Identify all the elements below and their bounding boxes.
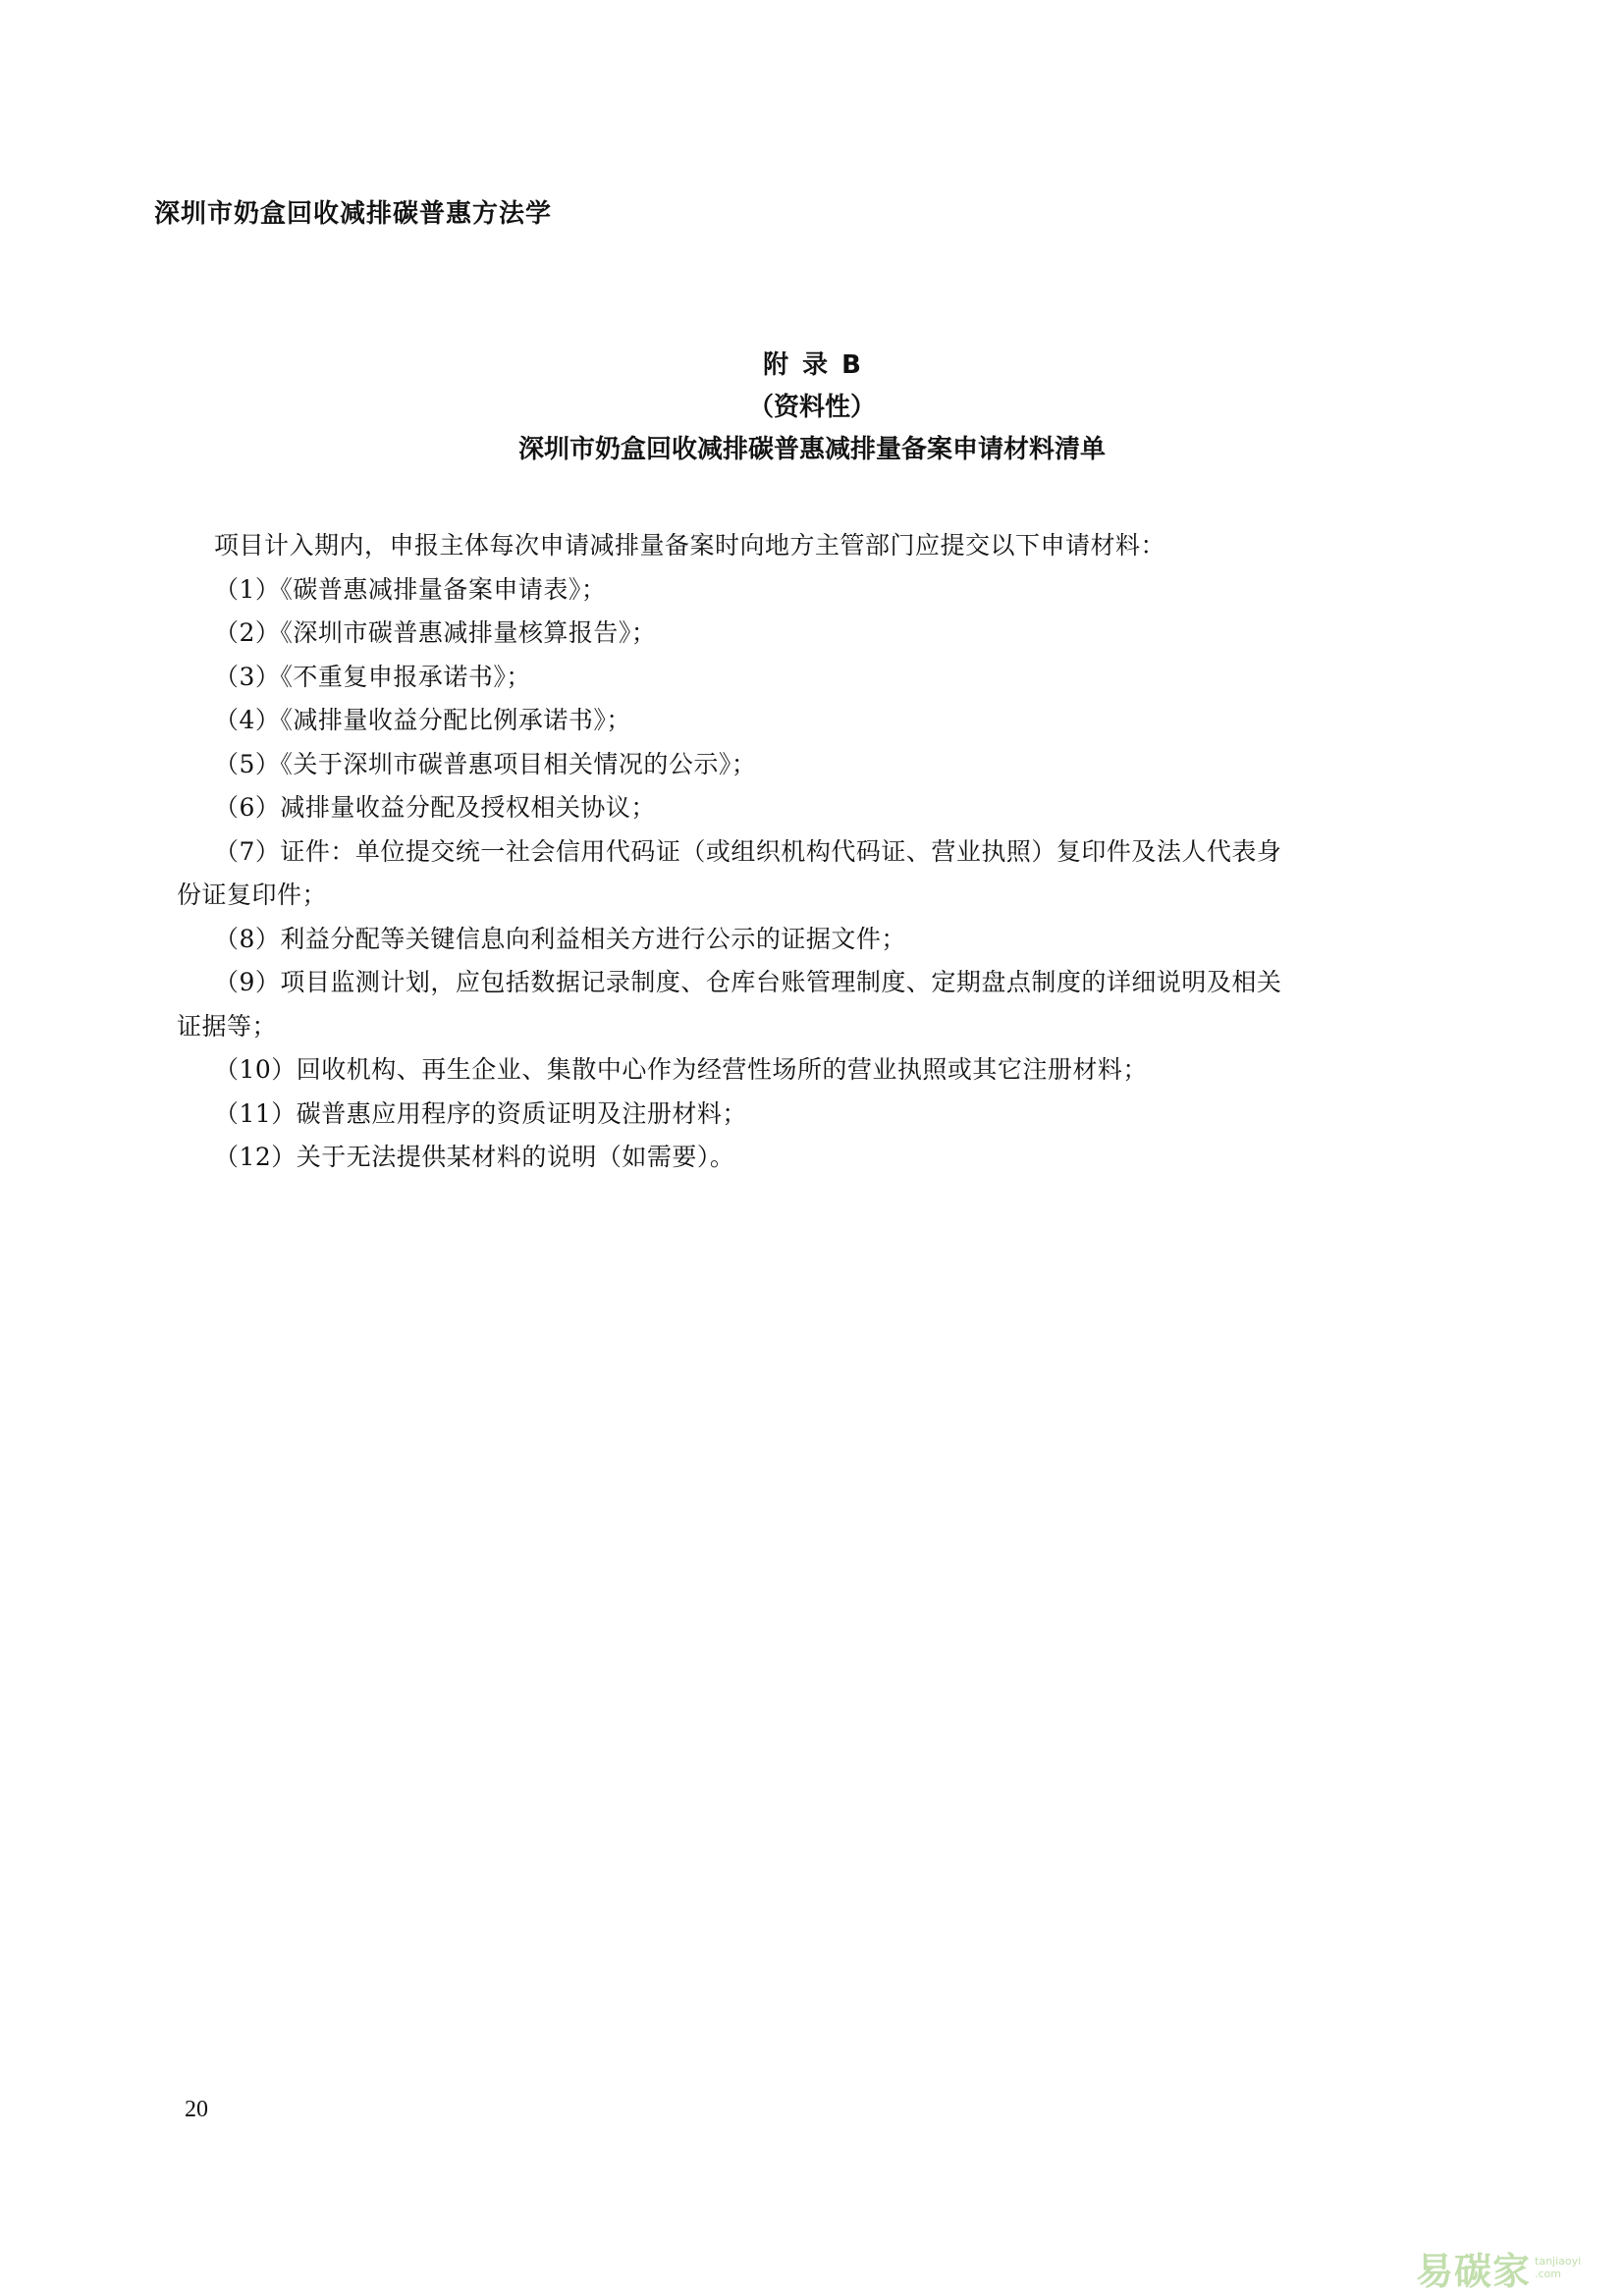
watermark-domain bbox=[1535, 2255, 1581, 2280]
watermark-domain-top: tanjiaoyi bbox=[1535, 2255, 1582, 2268]
watermark-domain-bottom: .com bbox=[1535, 2268, 1562, 2280]
list-item: （9）项目监测计划，应包括数据记录制度、仓库台账管理制度、定期盘点制度的详细说明及相关 bbox=[214, 968, 1282, 996]
watermark-text: 易碳家 bbox=[1416, 2249, 1532, 2293]
document-body bbox=[177, 524, 1432, 1180]
list-item: （12）关于无法提供某材料的说明（如需要）。 bbox=[214, 1143, 735, 1171]
appendix-title-block bbox=[0, 349, 1624, 476]
list-item: （8）利益分配等关键信息向利益相关方进行公示的证据文件； bbox=[214, 924, 906, 953]
list-item: （6）减排量收益分配及授权相关协议； bbox=[214, 793, 656, 822]
list-item: （10）回收机构、再生企业、集散中心作为经营性场所的营业执照或其它注册材料； bbox=[214, 1055, 1148, 1084]
list-item-continuation: 份证复印件； bbox=[177, 881, 328, 909]
list-item-continuation: 证据等； bbox=[177, 1011, 278, 1041]
list-item: （7）证件：单位提交统一社会信用代码证（或组织机构代码证、营业执照）复印件及法人代表身 bbox=[214, 836, 1282, 866]
list-item: （1）《碳普惠减排量备案申请表》； bbox=[214, 574, 607, 604]
page-number: 20 bbox=[185, 2097, 208, 2122]
running-header: 深圳市奶盒回收减排碳普惠方法学 bbox=[154, 199, 553, 229]
appendix-label: 附录B bbox=[763, 350, 875, 380]
list-item: （4）《减排量收益分配比例承诺书》； bbox=[214, 706, 631, 734]
intro-paragraph: 项目计入期内，申报主体每次申请减排量备案时向地方主管部门应提交以下申请材料： bbox=[214, 531, 1166, 560]
list-item: （5）《关于深圳市碳普惠项目相关情况的公示》； bbox=[214, 749, 757, 778]
appendix-heading: 深圳市奶盒回收减排碳普惠减排量备案申请材料清单 bbox=[517, 435, 1106, 464]
watermark-logo bbox=[1416, 2244, 1581, 2291]
appendix-nature: （资料性） bbox=[747, 393, 876, 422]
list-item: （3）《不重复申报承诺书》； bbox=[214, 662, 531, 691]
list-item: （2）《深圳市碳普惠减排量核算报告》； bbox=[214, 618, 657, 647]
list-item: （11）碳普惠应用程序的资质证明及注册材料； bbox=[214, 1098, 747, 1128]
